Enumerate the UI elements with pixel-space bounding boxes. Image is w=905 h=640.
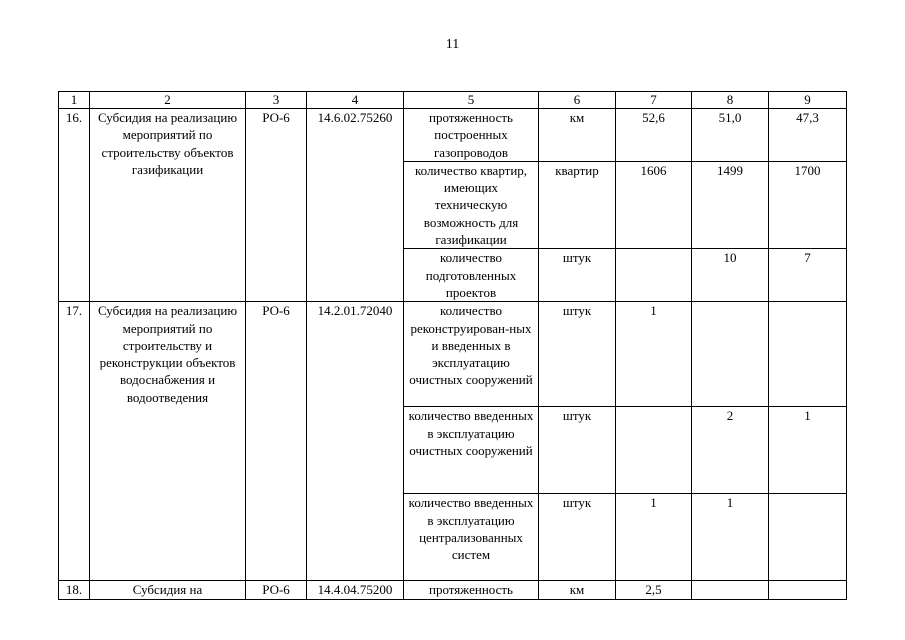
budget-code: 14.4.04.75200 [307, 581, 404, 599]
row-number: 17. [59, 302, 90, 581]
indicator-label: количество реконструирован-ных и введенных в эксплуатацию очистных сооружений [404, 302, 539, 407]
value-col7: 1 [616, 494, 692, 581]
row-number: 16. [59, 109, 90, 302]
header-cell: 7 [616, 92, 692, 109]
indicators-table [58, 91, 847, 600]
indicator-label: количество квартир, имеющих техническую возможность для газификации [404, 161, 539, 248]
responsible-code: РО-6 [246, 109, 307, 302]
indicator-unit: штук [539, 302, 616, 407]
value-col9: 7 [769, 249, 847, 302]
value-col9: 1 [769, 407, 847, 494]
measure-name: Субсидия на реализацию мероприятий по строительству и реконструкции объектов водоснабжения и водоотведения [90, 302, 246, 581]
indicator-unit: квартир [539, 161, 616, 248]
value-col8 [692, 302, 769, 407]
table-row [59, 581, 847, 599]
value-col8: 51,0 [692, 109, 769, 162]
row-number: 18. [59, 581, 90, 599]
value-col7: 52,6 [616, 109, 692, 162]
value-col7: 1606 [616, 161, 692, 248]
header-cell: 5 [404, 92, 539, 109]
value-col9 [769, 581, 847, 599]
indicator-unit: штук [539, 407, 616, 494]
measure-name: Субсидия на реализацию мероприятий по строительству объектов газификации [90, 109, 246, 302]
responsible-code: РО-6 [246, 581, 307, 599]
value-col7 [616, 249, 692, 302]
value-col7: 1 [616, 302, 692, 407]
header-cell: 6 [539, 92, 616, 109]
budget-code: 14.6.02.75260 [307, 109, 404, 302]
table-row [59, 109, 847, 162]
indicator-label: протяженность [404, 581, 539, 599]
responsible-code: РО-6 [246, 302, 307, 581]
value-col7: 2,5 [616, 581, 692, 599]
value-col9 [769, 302, 847, 407]
header-cell: 1 [59, 92, 90, 109]
measure-name: Субсидия на [90, 581, 246, 599]
value-col7 [616, 407, 692, 494]
header-cell: 3 [246, 92, 307, 109]
budget-code: 14.2.01.72040 [307, 302, 404, 581]
indicator-label: количество введенных в эксплуатацию очистных сооружений [404, 407, 539, 494]
header-cell: 9 [769, 92, 847, 109]
value-col9: 47,3 [769, 109, 847, 162]
header-cell: 4 [307, 92, 404, 109]
value-col8: 2 [692, 407, 769, 494]
value-col8 [692, 581, 769, 599]
page-number: 11 [445, 37, 460, 52]
value-col8: 1 [692, 494, 769, 581]
header-cell: 8 [692, 92, 769, 109]
value-col8: 1499 [692, 161, 769, 248]
value-col9: 1700 [769, 161, 847, 248]
value-col9 [769, 494, 847, 581]
indicator-unit: км [539, 109, 616, 162]
indicator-label: количество введенных в эксплуатацию централизованных систем [404, 494, 539, 581]
indicator-unit: штук [539, 494, 616, 581]
value-col8: 10 [692, 249, 769, 302]
indicator-unit: штук [539, 249, 616, 302]
header-cell: 2 [90, 92, 246, 109]
table-header-row [59, 92, 847, 109]
indicator-unit: км [539, 581, 616, 599]
table-row [59, 302, 847, 407]
indicator-label: протяженность построенных газопроводов [404, 109, 539, 162]
indicator-label: количество подготовленных проектов [404, 249, 539, 302]
